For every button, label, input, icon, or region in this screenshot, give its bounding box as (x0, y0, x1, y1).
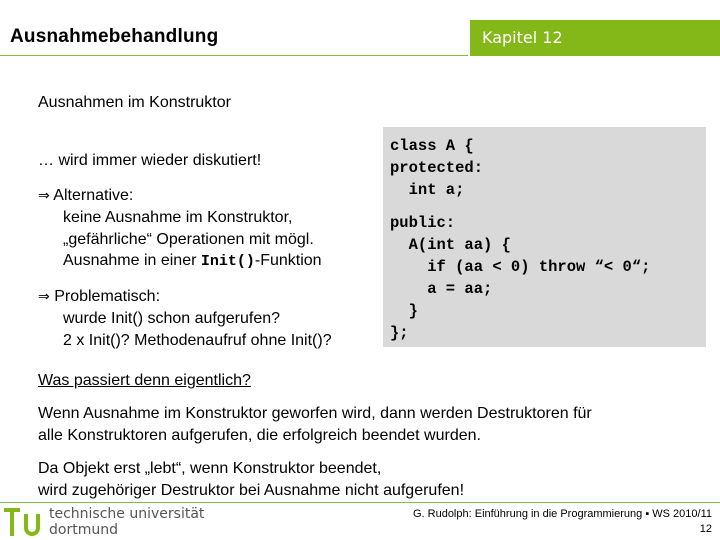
problem-heading: Problematisch: (54, 287, 161, 305)
question-heading: Was passiert denn eigentlich? (38, 372, 251, 389)
slide-section-title: Ausnahmebehandlung (10, 26, 219, 47)
alternative-heading: Alternative: (53, 186, 134, 204)
code-line: } (390, 302, 418, 320)
implies-arrow-icon: ⇒ (38, 187, 50, 204)
problem-line-1: wurde Init() schon aufgerufen? (63, 310, 281, 327)
problem-line-2: 2 x Init()? Methodenaufruf ohne Init()? (63, 331, 332, 349)
alternative-line-1: keine Ausnahme im Konstruktor, (63, 209, 293, 226)
chapter-bar (470, 20, 720, 56)
logo-text-line-1: technische universität (49, 506, 205, 522)
footer-credit-text: G. Rudolph: Einführung in die Programmierung ▪ WS 2010/11 (412, 508, 712, 520)
implies-arrow-icon: ⇒ (38, 288, 50, 305)
problem-item (38, 286, 383, 309)
code-line: if (aa < 0) throw “< 0“; (390, 258, 651, 276)
slide-subtitle: Ausnahmen im Konstruktor (38, 94, 231, 111)
footer-credit (413, 507, 712, 537)
header-divider (0, 55, 468, 56)
alternative-line-2: „gefährliche“ Operationen mit mögl. (63, 230, 314, 248)
code-line: public: (390, 214, 456, 232)
init-code-inline: Init() (200, 253, 255, 270)
code-line: a = aa; (390, 280, 493, 298)
tu-logo-icon (2, 504, 46, 540)
paragraph-line: alle Konstruktoren aufgerufen, die erfolgreich beendet wurden. (38, 426, 481, 444)
paragraph-destructors (38, 403, 698, 446)
header-title-bar (0, 20, 468, 56)
university-logo (2, 503, 217, 540)
code-line: }; (390, 324, 409, 342)
logo-text-line-2: dortmund (49, 522, 118, 538)
left-text-block (38, 150, 383, 351)
alternative-line-3 (38, 250, 383, 273)
code-line: protected: (390, 159, 484, 177)
code-listing (383, 127, 706, 347)
alternative-line-3-post: -Funktion (254, 252, 322, 269)
paragraph-object-lifetime (38, 458, 698, 501)
alternative-item (38, 185, 383, 208)
paragraph-line: Da Objekt erst „lebt“, wenn Konstruktor beendet, (38, 460, 382, 477)
paragraph-line: wird zugehöriger Destruktor bei Ausnahme nicht aufgerufen! (38, 481, 465, 499)
page-number: 12 (699, 523, 712, 535)
alternative-line-3-pre: Ausnahme in einer (63, 252, 201, 269)
code-line: A(int aa) { (390, 236, 511, 254)
paragraph-line: Wenn Ausnahme im Konstruktor geworfen wird, dann werden Destruktoren für (38, 405, 592, 422)
intro-text: … wird immer wieder diskutiert! (38, 152, 262, 169)
code-line: class A { (390, 137, 474, 155)
chapter-label: Kapitel 12 (482, 28, 563, 47)
code-line: int a; (390, 181, 465, 199)
